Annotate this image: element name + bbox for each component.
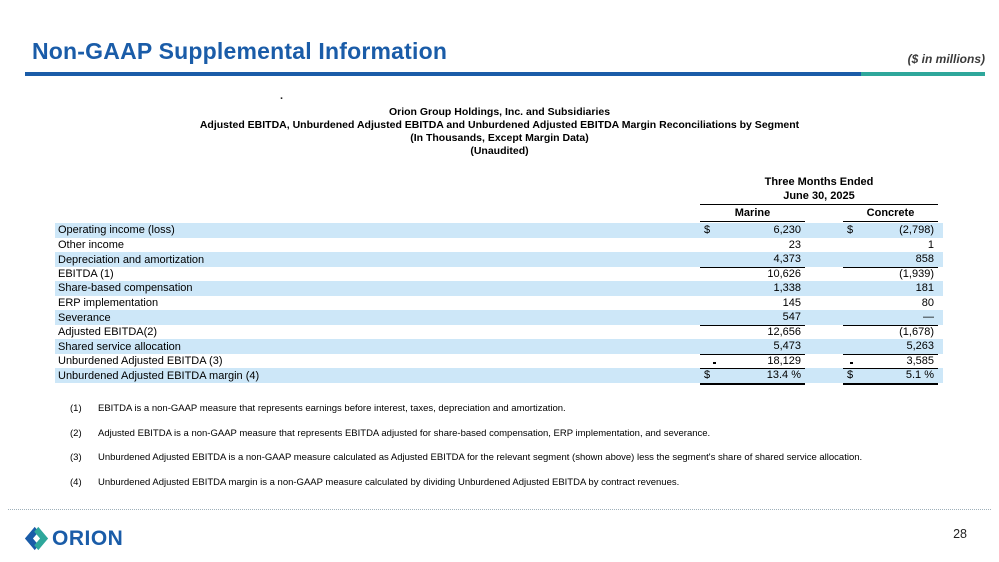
concrete-currency-sign: $	[847, 224, 854, 236]
table-row	[55, 310, 943, 325]
row-label: Adjusted EBITDA(2)	[58, 325, 158, 338]
orion-logo-text: ORION	[52, 526, 124, 550]
concrete-value: 80	[921, 296, 934, 309]
concrete-value-cell	[843, 325, 938, 340]
marine-value-cell	[700, 281, 805, 296]
marine-value-cell	[700, 267, 805, 282]
page-title: Non-GAAP Supplemental Information	[32, 38, 448, 64]
marine-value-cell	[700, 368, 805, 385]
concrete-value: (2,798)	[899, 224, 934, 236]
table-row	[55, 296, 943, 311]
concrete-value: 181	[915, 282, 934, 294]
footnote-number: (4)	[70, 476, 82, 488]
marine-currency-sign: $	[704, 224, 711, 236]
marine-value-cell	[700, 223, 805, 238]
footnote-number: (1)	[70, 403, 82, 414]
table-heading-line: Orion Group Holdings, Inc. and Subsidiaries	[388, 106, 611, 118]
marine-value: 23	[788, 238, 801, 251]
concrete-value-cell	[843, 339, 938, 355]
concrete-value-cell	[843, 238, 938, 253]
footnote-text: Unburdened Adjusted EBITDA is a non-GAAP measure calculated as Adjusted EBITDA for the relevant segment (shown above) less the segment's share of shared service allocation.	[98, 452, 863, 463]
marine-value: 145	[782, 296, 801, 309]
concrete-value: —	[923, 311, 934, 323]
column-header-marine: Marine	[700, 206, 805, 222]
orion-logo-icon	[24, 526, 49, 551]
marine-value: 13.4 %	[766, 369, 801, 381]
table-header	[55, 175, 943, 222]
concrete-value: 5.1 %	[905, 369, 934, 381]
marine-value: 18,129	[767, 354, 801, 367]
units-note: ($ in millions)	[907, 52, 985, 66]
table-row	[55, 238, 943, 253]
table-heading-line: (In Thousands, Except Margin Data)	[410, 132, 589, 144]
footnote-number: (3)	[70, 452, 82, 463]
table-row	[55, 281, 943, 296]
row-label: Shared service allocation	[58, 340, 181, 353]
footnote-text: EBITDA is a non-GAAP measure that represents earnings before interest, taxes, depreciation and amortization.	[98, 403, 566, 414]
double-underline-tick	[850, 362, 853, 364]
row-label: Depreciation and amortization	[58, 253, 205, 266]
row-label: Share-based compensation	[58, 282, 193, 294]
concrete-value-cell	[843, 223, 938, 238]
table-row	[55, 368, 943, 383]
footnote-item	[70, 452, 950, 463]
marine-currency-sign: $	[704, 369, 711, 381]
concrete-value: (1,939)	[899, 267, 934, 280]
marine-value-cell	[700, 310, 805, 326]
page-number: 28	[953, 527, 967, 541]
double-underline-tick	[713, 362, 716, 364]
footer-divider	[8, 509, 991, 510]
table-row	[55, 354, 943, 369]
concrete-value-cell	[843, 368, 938, 385]
footnote-item	[70, 403, 950, 414]
table-row	[55, 223, 943, 238]
row-label: Unburdened Adjusted EBITDA margin (4)	[58, 370, 260, 382]
financial-table	[55, 175, 943, 383]
marine-value: 5,473	[773, 340, 801, 352]
marine-value: 12,656	[767, 325, 801, 338]
row-label: Operating income (loss)	[58, 224, 175, 236]
orion-logo	[24, 526, 123, 551]
row-label: Other income	[58, 238, 125, 251]
marine-value-cell	[700, 296, 805, 311]
concrete-value: 5,263	[906, 340, 934, 352]
concrete-value: (1,678)	[899, 325, 934, 338]
footnote-item	[70, 477, 950, 488]
concrete-value-cell	[843, 296, 938, 311]
marine-value-cell	[700, 339, 805, 355]
concrete-value-cell	[843, 354, 938, 370]
table-heading	[0, 106, 999, 158]
footnote-item	[70, 428, 950, 439]
marine-value-cell	[700, 252, 805, 268]
marine-value: 10,626	[767, 267, 801, 280]
marine-value: 4,373	[773, 253, 801, 265]
footnote-text: Adjusted EBITDA is a non-GAAP measure that represents EBITDA adjusted for share-based compensation, ERP implementation, and severance.	[98, 427, 711, 439]
row-label: Severance	[58, 311, 111, 324]
column-header-concrete: Concrete	[843, 206, 938, 222]
footnotes	[70, 403, 950, 501]
row-label: ERP implementation	[58, 296, 159, 309]
table-body	[55, 223, 943, 383]
table-heading-line: (Unaudited)	[470, 145, 529, 157]
period-line-2: June 30, 2025	[783, 190, 855, 202]
concrete-currency-sign: $	[847, 369, 854, 381]
concrete-value: 1	[927, 238, 934, 251]
footnote-number: (2)	[70, 427, 82, 439]
concrete-value: 858	[915, 253, 934, 265]
concrete-value-cell	[843, 267, 938, 282]
table-row	[55, 325, 943, 340]
marine-value-cell	[700, 325, 805, 340]
footnote-text: Unburdened Adjusted EBITDA margin is a non-GAAP measure calculated by dividing Unburdened Adjusted EBITDA by contract revenues.	[98, 476, 680, 488]
stray-dot: .	[280, 90, 284, 102]
title-rule	[25, 72, 985, 76]
row-label: Unburdened Adjusted EBITDA (3)	[58, 355, 223, 367]
concrete-value-cell	[843, 252, 938, 268]
row-label: EBITDA (1)	[58, 267, 114, 280]
concrete-value-cell	[843, 310, 938, 326]
title-rule-blue-segment	[25, 72, 861, 76]
marine-value: 547	[782, 311, 801, 323]
table-heading-line: Adjusted EBITDA, Unburdened Adjusted EBITDA and Unburdened Adjusted EBITDA Margin Reconciliations by Segment	[199, 119, 800, 131]
title-rule-teal-segment	[861, 72, 985, 76]
marine-value-cell	[700, 238, 805, 253]
period-line-1: Three Months Ended	[764, 176, 874, 188]
marine-value: 6,230	[773, 224, 801, 236]
table-row	[55, 267, 943, 282]
concrete-value-cell	[843, 281, 938, 296]
period-header	[700, 175, 938, 205]
marine-value: 1,338	[773, 282, 801, 294]
concrete-value: 3,585	[906, 354, 934, 367]
table-row	[55, 339, 943, 354]
table-row	[55, 252, 943, 267]
